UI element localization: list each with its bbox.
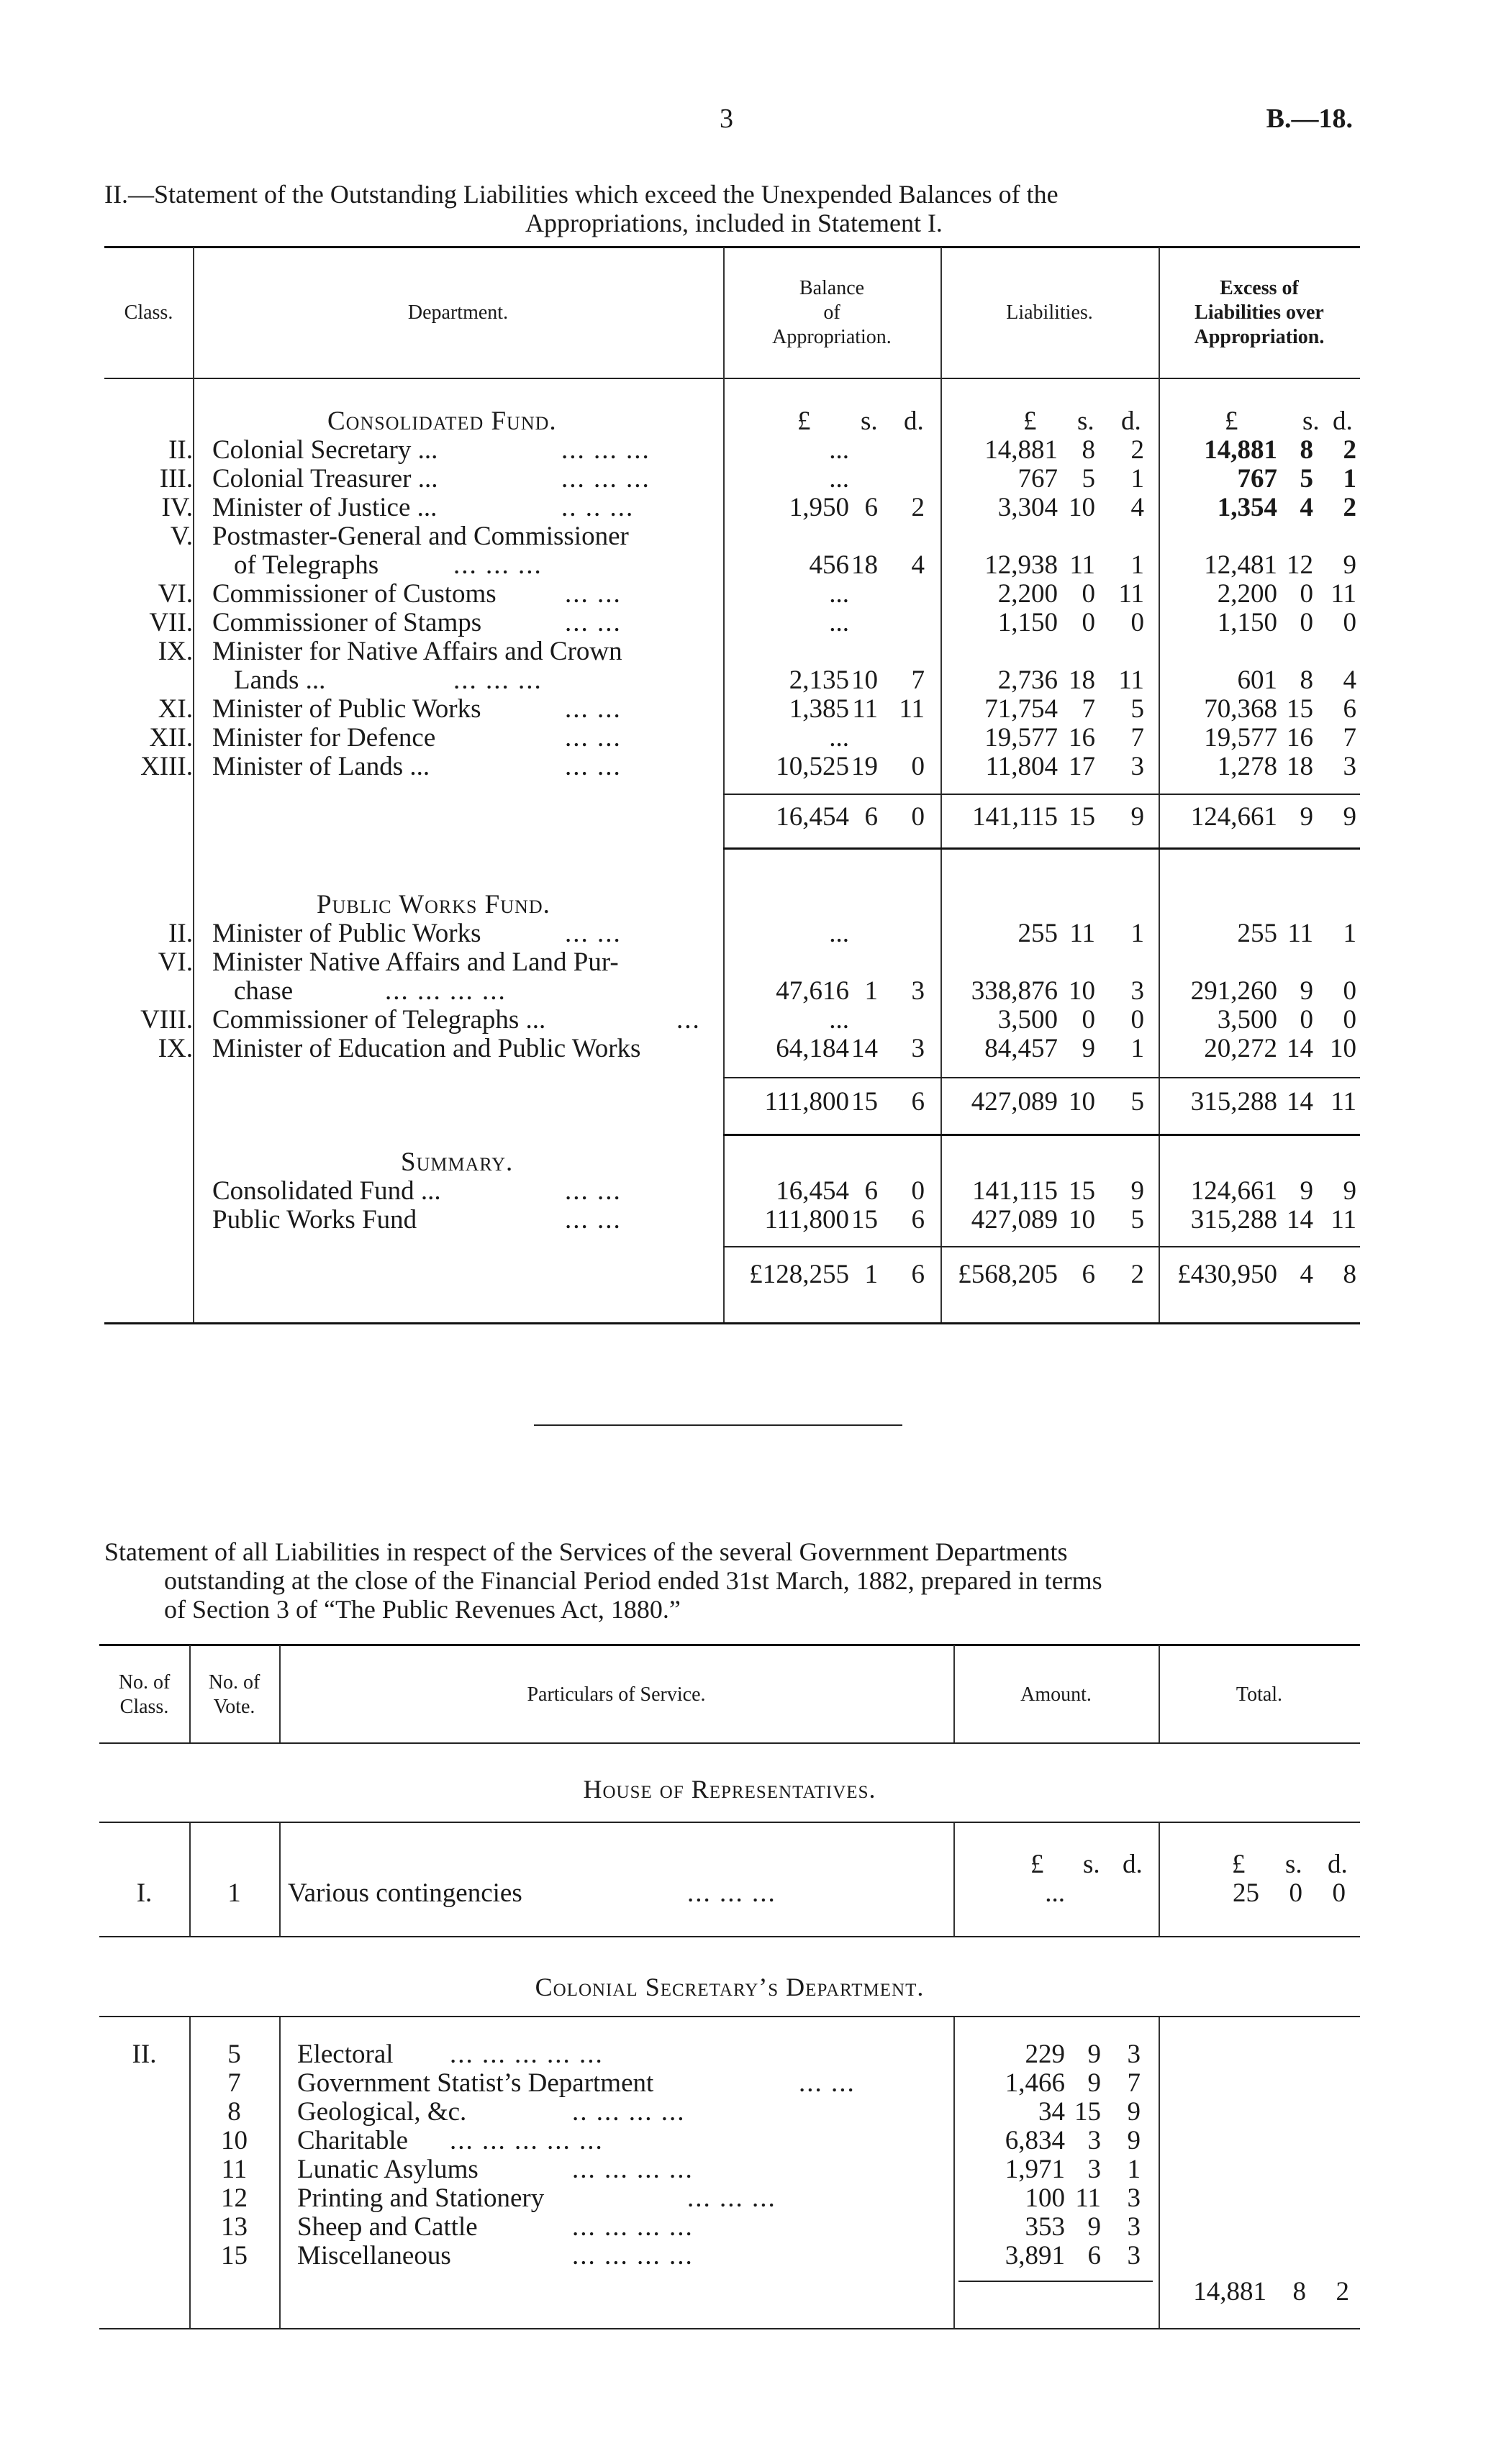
pound-symbol: £ <box>1225 406 1238 436</box>
table-row: V. Postmaster-General and Commissioner <box>170 522 629 551</box>
table-2-bottom-rule <box>99 2328 1360 2329</box>
pence-label: d. <box>1333 406 1353 436</box>
grand-total-row: £128,255 1 6 £568,205 6 2 £430,950 4 8 <box>749 1260 1356 1289</box>
currency-row: £ s. d. £ s. d. <box>1030 1850 1348 1879</box>
section-heading-row <box>0 891 1496 919</box>
subtotal-rule <box>723 794 1360 795</box>
statement-liabilities-title-line-3: of Section 3 of “The Public Revenues Act, 1880.” <box>164 1595 681 1624</box>
table-row: 11 Lunatic Asylums ... ... ... ... 1,971 3 1 <box>221 2155 1141 2184</box>
col-header-liabilities: Liabilities. <box>1006 301 1093 324</box>
section-heading-consolidated-fund: Consolidated Fund. <box>327 406 557 436</box>
col-header-vote-number-2: Vote. <box>213 1696 255 1718</box>
section-rule <box>99 1936 1360 1937</box>
table-row: VII. Commissioner of Stamps ... ... ... 1,150 0 0 1,150 0 0 <box>149 608 1356 637</box>
table-row: IX. Minister of Education and Public Works 64,184 14 3 84,457 9 1 20,272 14 10 <box>158 1034 1356 1063</box>
table-row: 12 Printing and Stationery ... ... ... 100 11 3 <box>221 2183 1141 2213</box>
shillings-label: s. <box>861 406 878 436</box>
subtotal-rule <box>723 847 1360 850</box>
col-header-class-number-1: No. of <box>118 1671 171 1694</box>
col-header-class: Class. <box>124 301 173 324</box>
table-row: XI. Minister of Public Works ... ... 1,385 11 11 71,754 7 5 70,368 15 6 <box>158 694 1356 724</box>
pound-symbol: £ <box>797 406 811 436</box>
col-header-department: Department. <box>407 301 509 324</box>
table-row-continued: Lands ... ... ... ... 2,135 10 7 2,736 18 11 601 8 4 <box>234 665 1356 695</box>
statement-2-title-line-1: II.—Statement of the Outstanding Liabilities which exceed the Unexpended Balances of the <box>104 180 1058 209</box>
table-row: VI. Commissioner of Customs ... ... ... 2,200 0 11 2,200 0 11 <box>158 579 1356 609</box>
department-total-row: 14,881 8 2 <box>1193 2277 1349 2306</box>
page-code: B.—18. <box>1266 104 1353 134</box>
table-row: XII. Minister for Defence ... ... ... 19,577 16 7 19,577 16 7 <box>149 723 1356 753</box>
shillings-label: s. <box>1302 406 1320 436</box>
pence-label: d. <box>1121 406 1141 436</box>
col-header-balance-1: Balance <box>799 277 865 299</box>
table-row: Public Works Fund ... ... 111,800 15 6 427,089 10 5 315,288 14 11 <box>212 1205 1356 1235</box>
section-heading-house-of-representatives: House of Representatives. <box>583 1775 876 1804</box>
table-row-continued: chase ... ... ... ... 47,616 1 3 338,876 10 3 291,260 9 0 <box>234 976 1356 1006</box>
subtotal-rule <box>723 1077 1360 1078</box>
section-heading-colonial-secretarys-department: Colonial Secretary’s Department. <box>535 1973 925 2001</box>
currency-row <box>0 407 1496 436</box>
subtotal-rule <box>723 1134 1360 1136</box>
pence-label: d. <box>904 406 924 436</box>
table-2-header-rule <box>99 1742 1360 1744</box>
col-header-balance-3: Appropriation. <box>772 326 892 348</box>
section-separator-rule <box>534 1424 902 1426</box>
table-row: 13 Sheep and Cattle ... ... ... ... 353 9 3 <box>221 2212 1141 2242</box>
col-header-total: Total. <box>1236 1683 1283 1706</box>
page-number: 3 <box>720 104 733 134</box>
table-row: 7 Government Statist’s Department ... ... 1,466 9 7 <box>227 2068 1141 2098</box>
table-row: 8 Geological, &c. .. ... ... ... 34 15 9 <box>227 2097 1141 2127</box>
section-heading-public-works-fund: Public Works Fund. <box>317 890 550 919</box>
table-row: VI. Minister Native Affairs and Land Pur- <box>158 947 619 977</box>
subtotal-row-consolidated: 16,454 6 0 141,115 15 9 124,661 9 9 <box>776 802 1356 832</box>
section-heading-row <box>0 1148 1496 1177</box>
shillings-label: s. <box>1077 406 1094 436</box>
col-header-balance-2: of <box>823 301 840 324</box>
table-row: II. Minister of Public Works ... ... ... 255 11 1 255 11 1 <box>168 919 1356 948</box>
section-heading-summary: Summary. <box>401 1147 514 1177</box>
subtotal-row-public-works: 111,800 15 6 427,089 10 5 315,288 14 11 <box>764 1087 1356 1117</box>
table-row: Consolidated Fund ... ... ... 16,454 6 0 141,115 15 9 124,661 9 9 <box>212 1176 1356 1206</box>
table-row: VIII. Commissioner of Telegraphs ... ... ... 3,500 0 0 3,500 0 0 <box>140 1005 1356 1035</box>
col-header-excess-2: Liabilities over <box>1194 301 1324 324</box>
section-rule <box>99 2016 1360 2017</box>
col-header-excess-1: Excess of <box>1220 277 1299 299</box>
table-row: III. Colonial Treasurer ... ... ... ... ... 767 5 1 767 5 1 <box>159 464 1356 494</box>
col-header-particulars: Particulars of Service. <box>527 1683 706 1706</box>
col-header-amount: Amount. <box>1020 1683 1092 1706</box>
table-1-top-rule <box>104 246 1360 248</box>
statement-liabilities-title-line-1: Statement of all Liabilities in respect of the Services of the several Government Departments <box>104 1537 1068 1566</box>
statement-2-title-line-2: Appropriations, included in Statement I. <box>525 209 943 237</box>
statement-liabilities-title-line-2: outstanding at the close of the Financial Period ended 31st March, 1882, prepared in terms <box>164 1566 1102 1595</box>
table-row: I. 1 Various contingencies ... ... ... ... 25 0 0 <box>136 1878 1346 1908</box>
table-row: II. 5 Electoral ... ... ... ... ... 229 9 3 <box>132 2040 1141 2069</box>
pound-symbol: £ <box>1023 406 1037 436</box>
section-rule <box>99 1822 1360 1823</box>
col-header-class-number-2: Class. <box>119 1696 169 1718</box>
table-row: XIII. Minister of Lands ... ... ... 10,525 19 0 11,804 17 3 1,278 18 3 <box>140 752 1356 781</box>
table-row: 15 Miscellaneous ... ... ... ... 3,891 6 3 <box>221 2241 1141 2270</box>
table-1-header-rule <box>104 378 1360 379</box>
table-row: 10 Charitable ... ... ... ... ... 6,834 3 9 <box>221 2126 1141 2155</box>
table-2-top-rule <box>99 1644 1360 1646</box>
table-row: IX. Minister for Native Affairs and Crown <box>158 637 622 666</box>
table-row-continued: of Telegraphs ... ... ... 456 18 4 12,938 11 1 12,481 12 9 <box>234 550 1356 580</box>
table-1-bottom-rule <box>104 1322 1360 1324</box>
table-row: IV. Minister of Justice ... .. .. ... 1,950 6 2 3,304 10 4 1,354 4 2 <box>161 493 1356 522</box>
col-header-vote-number-1: No. of <box>208 1671 260 1694</box>
table-row: II. Colonial Secretary ... ... ... ... ... 14,881 8 2 14,881 8 2 <box>168 435 1356 465</box>
grand-total-rule <box>723 1246 1360 1247</box>
col-header-excess-3: Appropriation. <box>1194 326 1325 348</box>
